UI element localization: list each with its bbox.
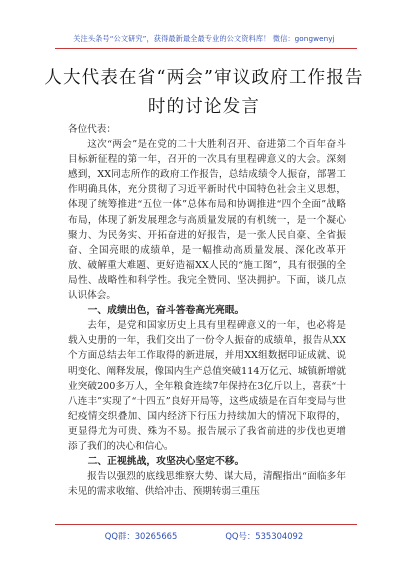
document-title-line-2: 时的讨论发言 bbox=[147, 97, 261, 117]
paragraph-intro: 这次“两会”是在党的二十大胜利召开、奋进第二个百年奋斗目标新征程的第一年，召开的一次具有里程碑意义的大会。深刻感到，XX同志所作的政府工作报告，总结成绩令人振奋，部署工作明确具体，充分贯彻了习近平新时代中国特色社会主义思想，体现了统筹推进“五位一体”总体布局和协调推进“四个全面”战略布局，体现了新发展理念与高质量发展的有机统一，是一个凝心聚力、为民务实、开拓奋进的好报告，是一张人民自豪、全省振奋、全国亮眼的成绩单，是一幅推动高质量发展、深化改革开放、破解重大难题、更好造福XX人民的“施工图”，具有很强的全局性、战略性和科学性。我完全赞同、坚决拥护。下面，谈几点认识体会。 bbox=[68, 139, 346, 302]
section-heading-1: 一、成绩出色，奋斗答卷高光亮眼。 bbox=[87, 305, 245, 317]
document-body bbox=[68, 122, 346, 499]
footer-qq-group: QQ群：30265665 bbox=[104, 531, 178, 541]
header-note: 关注头条号“公文研究”，获得最新最全最专业的公文资料库！ 微信：gongwenyj bbox=[73, 34, 335, 43]
section-heading-2: 二、正视挑战，攻坚决心坚定不移。 bbox=[87, 456, 245, 468]
footer-qq-number: QQ号：535304092 bbox=[225, 531, 304, 541]
salutation: 各位代表： bbox=[68, 124, 116, 135]
footer-divider bbox=[55, 524, 357, 525]
paragraph-challenges: 报告以强烈的底线思维察大势、谋大局，清醒指出“面临多年未见的需求收缩、供给冲击、预期转弱三重压 bbox=[68, 471, 346, 498]
footer bbox=[0, 530, 408, 542]
header-divider bbox=[55, 48, 357, 49]
paragraph-achievements: 去年，是党和国家历史上具有里程碑意义的一年，也必将是载入史册的一年，我们交出了一份令人振奋的成绩单，报告从XX个方面总结去年工作取得的新进展，并用XX组数据印证成就、说明变化、阐释发展，像国内生产总值突破114万亿元、城镇新增就业突破200多万人，全年粮食连续7年保持在3亿斤以上，喜获“十八连丰”实现了“十四五”良好开局等，这些成绩是在百年变局与世纪疫情交织叠加、国内经济下行压力持续加大的情况下取得的，更显得尤为可贵、殊为不易。报告展示了我省前进的步伐也更增添了我们的决心和信心。 bbox=[68, 320, 346, 452]
document-title-line-1: 人大代表在省“两会”审议政府工作报告 bbox=[44, 68, 364, 88]
